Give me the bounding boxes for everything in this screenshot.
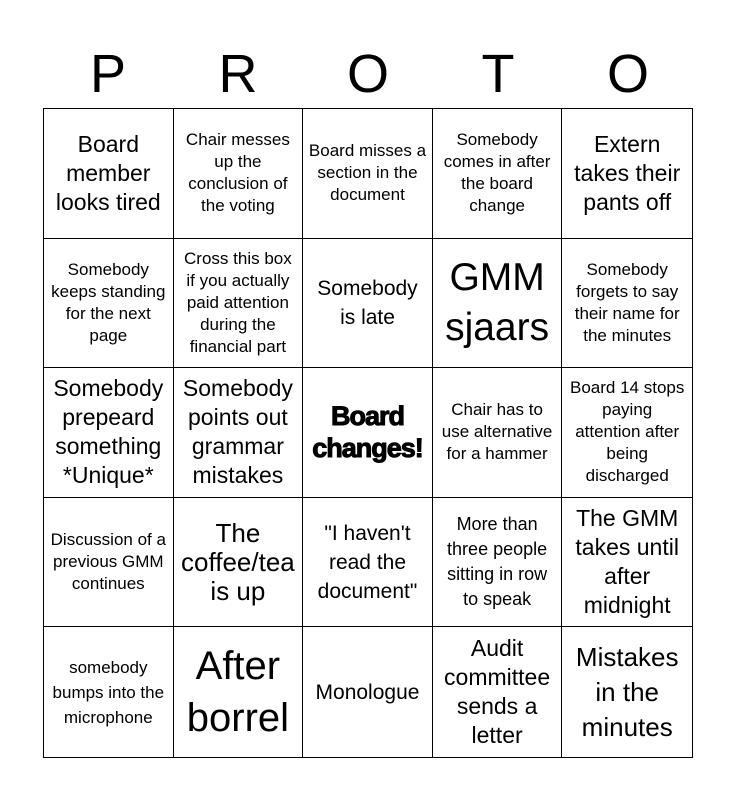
- cell-text: Somebody comes in after the board change: [443, 130, 551, 216]
- bingo-cell-2-1[interactable]: [44, 239, 174, 369]
- cell-text: Somebody forgets to say their name for the minutes: [574, 259, 680, 345]
- cell-text: Chair has to use alternative for a hammer: [441, 400, 553, 464]
- cell-text: Somebody keeps standing for the next page: [51, 259, 166, 345]
- bingo-header: [43, 40, 693, 108]
- header-letter-t: T: [481, 44, 515, 104]
- bingo-cell-3-5[interactable]: [562, 368, 692, 498]
- bingo-cell-4-5[interactable]: [562, 498, 692, 628]
- bingo-cell-2-3[interactable]: [303, 239, 433, 369]
- bingo-cell-4-1[interactable]: [44, 498, 174, 628]
- bingo-cell-5-2[interactable]: [174, 627, 304, 757]
- bingo-cell-5-1[interactable]: [44, 627, 174, 757]
- bingo-cell-1-3[interactable]: [303, 109, 433, 239]
- cell-text: Mistakes in the minutes: [575, 641, 679, 742]
- bingo-cell-5-5[interactable]: [562, 627, 692, 757]
- bingo-cell-1-5[interactable]: [562, 109, 692, 239]
- bingo-board: [43, 108, 693, 758]
- bingo-cell-1-1[interactable]: [44, 109, 174, 239]
- cell-text: Extern takes their pants off: [574, 130, 681, 215]
- cell-text: Audit committee sends a letter: [444, 635, 551, 749]
- cell-text: The GMM takes until after midnight: [575, 505, 679, 619]
- cell-text: After borrel: [186, 644, 290, 741]
- header-letter-r: R: [218, 44, 258, 104]
- cell-text: More than three people sitting in row to speak: [447, 514, 548, 610]
- cell-text: Board misses a section in the document: [308, 141, 427, 205]
- free-space-cell[interactable]: [303, 368, 433, 498]
- cell-text: Discussion of a previous GMM continues: [50, 530, 166, 594]
- bingo-cell-5-3[interactable]: [303, 627, 433, 757]
- cell-text: "I haven't read the document": [317, 521, 418, 603]
- header-letter-o-2: O: [606, 44, 649, 104]
- free-space-text: Board changes!: [312, 401, 423, 464]
- bingo-cell-2-2[interactable]: [174, 239, 304, 369]
- bingo-cell-5-4[interactable]: [433, 627, 563, 757]
- cell-text: Cross this box if you actually paid attention during the financial part: [184, 248, 292, 356]
- cell-text: somebody bumps into the microphone: [52, 657, 165, 727]
- bingo-cell-1-4[interactable]: [433, 109, 563, 239]
- bingo-cell-3-1[interactable]: [44, 368, 174, 498]
- cell-text: Board member looks tired: [55, 130, 161, 215]
- bingo-cell-4-4[interactable]: [433, 498, 563, 628]
- bingo-cell-4-3[interactable]: [303, 498, 433, 628]
- cell-text: Board 14 stops paying attention after being discharged: [570, 378, 685, 486]
- bingo-cell-3-2[interactable]: [174, 368, 304, 498]
- bingo-cell-2-5[interactable]: [562, 239, 692, 369]
- cell-text: Somebody points out grammar mistakes: [182, 375, 293, 489]
- cell-text: Monologue: [315, 680, 420, 704]
- cell-text: Somebody prepeard something *Unique*: [53, 375, 164, 489]
- cell-text: GMM sjaars: [445, 255, 550, 349]
- header-letter-p: P: [89, 44, 127, 104]
- bingo-cell-2-4[interactable]: [433, 239, 563, 369]
- cell-text: Somebody is late: [317, 276, 418, 329]
- bingo-cell-3-4[interactable]: [433, 368, 563, 498]
- cell-text: The coffee/tea is up: [181, 517, 295, 606]
- cell-text: Chair messes up the conclusion of the voting: [185, 130, 290, 216]
- bingo-cell-1-2[interactable]: [174, 109, 304, 239]
- bingo-cell-4-2[interactable]: [174, 498, 304, 628]
- header-letter-o: O: [346, 44, 389, 104]
